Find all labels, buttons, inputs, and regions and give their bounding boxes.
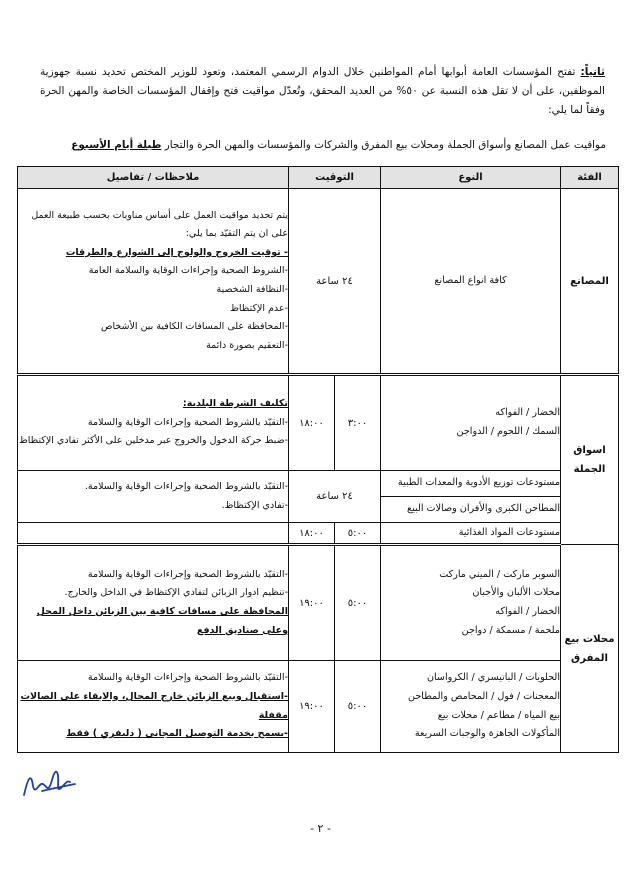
- note-line: -ضبط حركة الدخول والخروج عبر مدخلين على الأكثر تفادي الإكتظاظ: [18, 435, 288, 447]
- type-cell: مستودعات توزيع الأدوية والمعدات الطبية: [381, 471, 561, 497]
- type-line: الخضار / الفواكه: [495, 407, 560, 419]
- note-line: -التعقيم بصورة دائمة: [206, 339, 288, 351]
- table-row: [18, 523, 619, 545]
- signature-icon: [20, 762, 78, 804]
- type-cell: مستودعات المواد الغذائية: [381, 523, 561, 545]
- type-cell: المطاحن الكبرى والأفران وصالات البيع: [381, 497, 561, 523]
- notes-cell: [18, 189, 289, 375]
- note-line: -تنظيم ادوار الزبائن لتفادي الإكتظاظ في الداخل والخارج.: [64, 587, 288, 599]
- close-time: ١٨:٠٠: [289, 523, 335, 545]
- category-retail: محلات بيع المفرق: [561, 545, 619, 753]
- type-line: ملحمة / مسمكة / دواجن: [461, 624, 560, 636]
- open-time: ٣:٠٠: [335, 375, 381, 471]
- type-cell: [381, 375, 561, 471]
- table-row: [18, 545, 619, 661]
- header-timing: التوقيت: [289, 167, 381, 189]
- note-line: -يسمح بخدمة التوصيل المجاني ( دليفري ) فقط: [66, 728, 288, 740]
- table-row: [18, 375, 619, 471]
- heading-text: مواقيت عمل المصانع وأسواق الجملة ومحلات بيع المفرق والشركات والمؤسسات والمهن الحرة والتجار: [164, 139, 606, 151]
- notes-cell: [18, 471, 289, 523]
- note-line: -التقيّد بالشروط الصحية وإجراءات الوقاية والسلامة: [87, 568, 288, 580]
- intro-text: تفتح المؤسسات العامة أبوابها أمام المواطنين خلال الدوام الرسمي المعتمد، وتعود للوزير المختص تحديد نسبة جهوزية الموظفين، على أن لا تقل هذه النسبة عن ٥٠% من العديد المحقق، وتُعدّل مواقيت فتح وإقفال المؤسسات الخاصة والمهن الحرة وفقاً لما يلي:: [40, 65, 605, 116]
- schedule-table: [17, 166, 619, 753]
- note-line: -التقيّد بالشروط الصحية وإجراءات الوقاية والسلامة: [87, 416, 288, 428]
- header-category: الفئة: [561, 167, 619, 189]
- open-time: ٥:٠٠: [335, 545, 381, 661]
- close-time: ١٨:٠٠: [289, 375, 335, 471]
- type-line: السوبر ماركت / الميني ماركت: [439, 568, 560, 580]
- type-line: المأكولات الجاهزة والوجبات السريعة: [414, 728, 560, 740]
- notes-cell: [18, 375, 289, 471]
- heading-emphasis: طيلة أيام الأسبوع: [71, 139, 162, 151]
- note-line: -المحافظة على المسافات الكافية بين الأشخاص: [101, 321, 288, 333]
- table-row: [18, 471, 619, 497]
- type-line: المعجنات / فول / المحامص والمطاحن: [408, 690, 560, 702]
- type-line: محلات الألبان والأجبان: [472, 587, 560, 599]
- note-line: -عدم الإكتظاظ: [230, 302, 288, 314]
- note-line: -النظافة الشخصية: [216, 284, 288, 295]
- note-line: -تفادي الإكتظاظ.: [221, 499, 288, 511]
- type-line: الحلويات / الباتيسري / الكرواسان: [426, 672, 560, 684]
- type-cell: [381, 661, 561, 753]
- header-type: النوع: [381, 167, 561, 189]
- type-cell: [381, 545, 561, 661]
- type-line: الخضار / الفواكه: [495, 606, 560, 617]
- open-time: ٥:٠٠: [335, 661, 381, 753]
- header-notes: ملاحظات / تفاصيل: [18, 167, 289, 189]
- note-line: -التقيّد بالشروط الصحية وإجراءات الوقاية والسلامة: [87, 672, 288, 684]
- close-time: ١٩:٠٠: [289, 661, 335, 753]
- table-heading: [22, 137, 606, 153]
- table-row: [18, 189, 619, 375]
- table-header-row: [18, 167, 619, 189]
- category-wholesale: اسواق الجملة: [561, 375, 619, 545]
- note-line: -استقبال وبيع الزبائن خارج المحال، والابقاء على الصالات مقفلة: [20, 690, 288, 721]
- intro-lead: ثانياً:: [580, 65, 605, 78]
- note-line: يتم تحديد مواقيت العمل على أساس مناوبات بحسب طبيعة العمل على ان يتم التقيّد بما يلي:: [31, 209, 288, 240]
- notes-cell: [18, 661, 289, 753]
- type-line: بيع المياه / مطاعم / محلات بيع: [437, 709, 560, 721]
- intro-paragraph: [40, 63, 605, 120]
- page-number: - ٢ -: [310, 822, 331, 835]
- type-line: السمك / اللحوم / الدواجن: [456, 426, 560, 437]
- close-time: ١٩:٠٠: [289, 545, 335, 661]
- timing-cell: ٢٤ ساعة: [289, 189, 381, 375]
- notes-cell: [18, 523, 289, 545]
- note-line: -الشروط الصحية وإجراءات الوقاية والسلامة العامة: [88, 265, 288, 277]
- open-time: ٥:٠٠: [335, 523, 381, 545]
- note-line: المحافظة على مسافات كافية بين الزبائن داخل المحل وعلى صناديق الدفع: [36, 606, 288, 636]
- note-line: -التقيّد بالشروط الصحية وإجراءات الوقاية والسلامة.: [84, 480, 288, 492]
- note-line: - توقيت الخروج والولوج إلى الشوارع والطرقات: [65, 246, 288, 258]
- table-row: [18, 661, 619, 753]
- type-cell: كافة انواع المصانع: [381, 189, 561, 375]
- note-line: تكليف الشرطة البلدية:: [182, 398, 288, 410]
- notes-cell: [18, 545, 289, 661]
- category-factories: المصانع: [561, 189, 619, 375]
- timing-cell: ٢٤ ساعة: [289, 471, 381, 523]
